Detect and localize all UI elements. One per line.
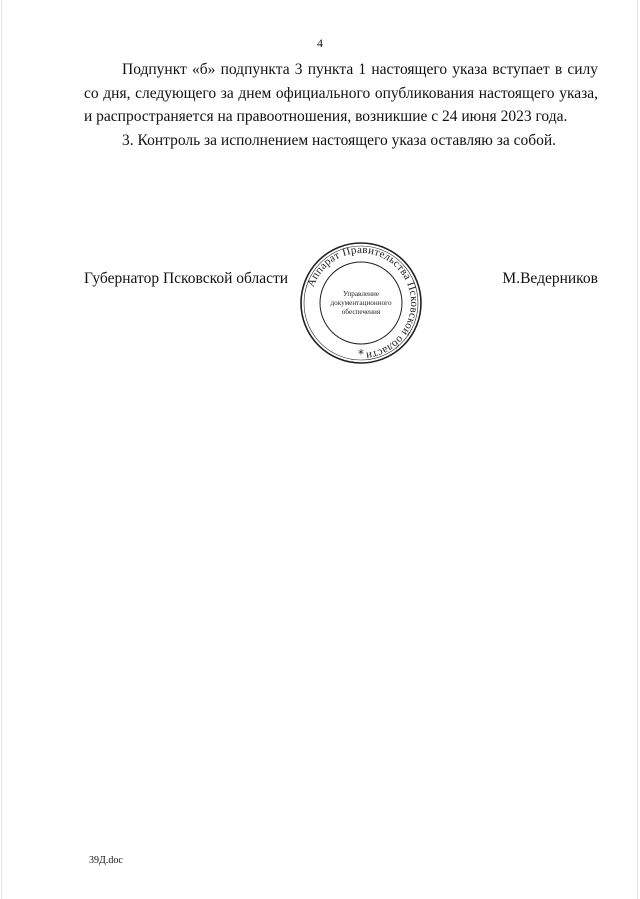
seal-star-icon: * xyxy=(358,347,364,361)
scan-edge-right xyxy=(637,0,638,899)
paragraph-control: 3. Контроль за исполнением настоящего указа оставляю за собой. xyxy=(122,131,557,149)
official-seal-stamp xyxy=(299,241,423,365)
signatory-title: Губернатор Псковской области xyxy=(84,270,289,287)
seal-center-line-3: обеспечения xyxy=(341,308,381,316)
seal-center-line-2: документационного xyxy=(330,299,392,307)
seal-center-line-1: Управление xyxy=(342,290,380,298)
seal-ring-text: Аппарат Правительства Псковской области xyxy=(304,243,421,362)
signatory-name: М.Ведерников xyxy=(502,270,598,287)
scan-edge-left xyxy=(1,0,2,899)
paragraph-effective-date: Подпункт «б» подпункта 3 пункта 1 настоящего указа вступает в силу со дня, следующего за днем официального опубликования настоящего указа, и распространяется на правоотношения, возникшие с 24 июня 2023 года. xyxy=(84,61,598,126)
file-code: 39Д.doc xyxy=(89,855,123,866)
document-body xyxy=(84,58,598,152)
page-number: 4 xyxy=(317,36,323,50)
